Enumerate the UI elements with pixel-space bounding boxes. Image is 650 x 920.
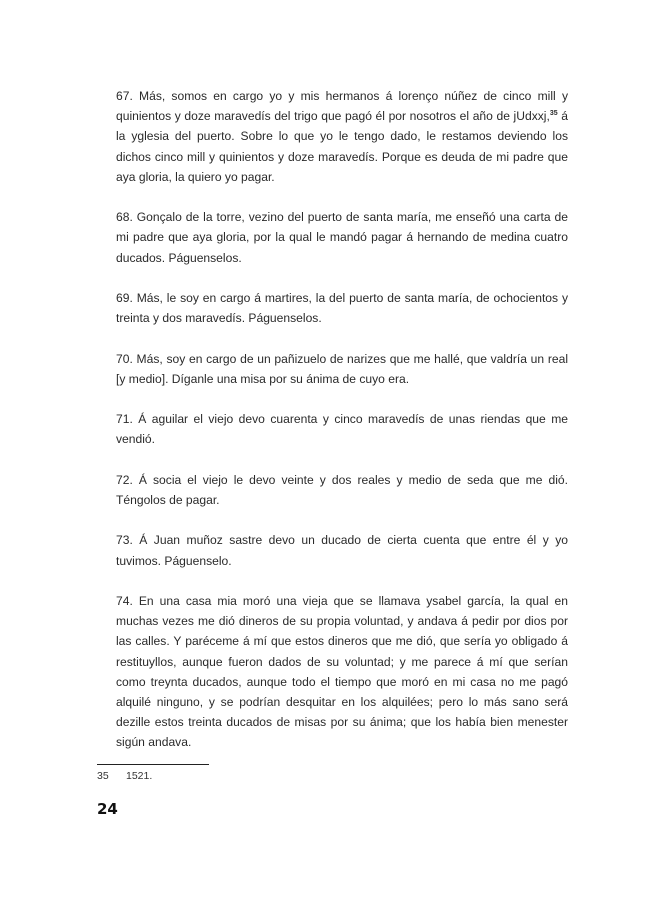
paragraph-67 [116,86,568,187]
footnote [97,770,152,782]
paragraph-73: 73. Á Juan muñoz sastre devo un ducado de cierta cuenta que entre él y yo tuvimos. Páguenselo. [116,533,568,568]
paragraph-67-before: 67. Más, somos en cargo yo y mis hermanos á lorenço núñez de cinco mill y quinientos y doze maravedís del trigo que pagó él por nosotros el año de jUdxxj, [116,89,568,124]
paragraph-68: 68. Gonçalo de la torre, vezino del puerto de santa maría, me enseñó una carta de mi padre que aya gloria, por la qual le mandó pagar á hernando de medina cuatro ducados. Páguenselos. [116,210,568,265]
paragraph-74: 74. En una casa mia moró una vieja que se llamava ysabel garcía, la qual en muchas vezes me dió dineros de su propia voluntad, y andava á pedir por dios por las calles. Y paréceme á mí que estos dineros que me dió, que sería yo obligado á restituyllos, aunque fueron dados de su voluntad; y me parece á mí que serían como treynta ducados, aunque todo el tiempo que moró en mi casa no me pagó alquilé ninguno, y se podrían desquitar en los alquilées; pero lo más sano será dezille estos treinta ducados de misas por su ánima; que los había bien menester sigún andava. [116,593,568,750]
body-text [116,86,568,753]
paragraph-69: 69. Más, le soy en cargo á martires, la del puerto de santa maría, de ochocientos y treinta y dos maravedís. Páguenselos. [116,291,568,326]
footnote-divider [97,764,209,765]
page-number: 24 [97,800,118,818]
paragraph-71: 71. Á aguilar el viejo devo cuarenta y cinco maravedís de unas riendas que me vendió. [116,412,568,447]
footnote-text: 1521. [126,770,153,782]
paragraph-67-after: á la yglesia del puerto. Sobre lo que yo le tengo dado, le restamos deviendo los dichos cinco mill y quinientos y doze maravedís. Porque es deuda de mi padre que aya gloria, la quiero yo pagar. [116,109,568,184]
paragraph-70: 70. Más, soy en cargo de un pañizuelo de narizes que me hallé, que valdría un real [y medio]. Díganle una misa por su ánima de cuyo era. [116,351,568,386]
footnote-number: 35 [97,770,109,782]
footnote-reference[interactable]: 35 [549,110,558,118]
paragraph-72: 72. Á socia el viejo le devo veinte y dos reales y medio de seda que me dió. Téngolos de pagar. [116,472,568,507]
